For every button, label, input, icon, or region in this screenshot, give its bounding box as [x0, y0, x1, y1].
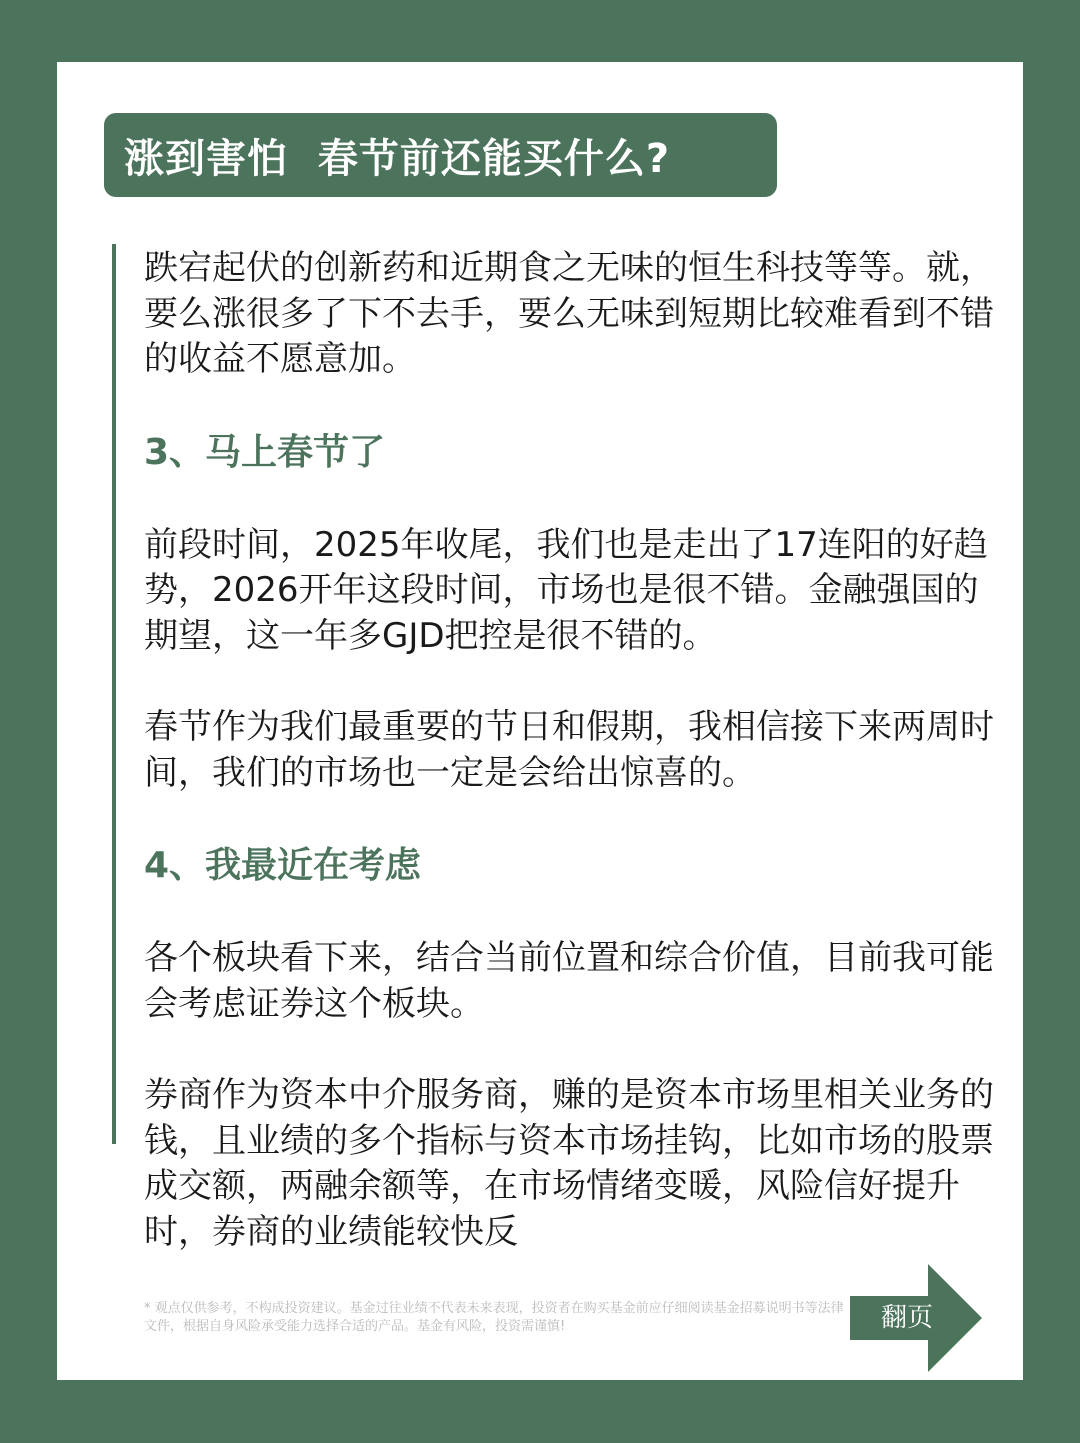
title-banner [104, 113, 777, 197]
content-card [57, 62, 1023, 1380]
accent-bar [112, 244, 116, 1144]
paragraph-market-trend: 前段时间，2025年收尾，我们也是走出了17连阳的好趋势，2026开年这段时间，市场也是很不错。金融强国的期望，这一年多GJD把控是很不错的。 [144, 524, 988, 656]
paragraph-intro: 跌宕起伏的创新药和近期食之无味的恒生科技等等。就，要么涨很多了下不去手，要么无味到短期比较难看到不错的收益不愿意加。 [144, 248, 994, 379]
article-body [144, 246, 1004, 1256]
section-heading-4: 4、我最近在考虑 [144, 845, 422, 886]
risk-disclaimer: * 观点仅供参考，不构成投资建议。基金过往业绩不代表未来表现，投资者在购买基金前应仔细阅读基金招募说明书等法律文件，根据自身风险承受能力选择合适的产品。基金有风险，投资需谨慎! [144, 1301, 844, 1334]
paragraph-sector-choice: 各个板块看下来，结合当前位置和综合价值，目前我可能会考虑证券这个板块。 [144, 938, 994, 1024]
section-heading-3: 3、马上春节了 [144, 431, 386, 473]
paragraph-spring-festival: 春节作为我们最重要的节日和假期，我相信接下来两周时间，我们的市场也一定是会给出惊喜的。 [144, 707, 994, 793]
paragraph-brokerage: 券商作为资本中介服务商，赚的是资本市场里相关业务的钱，且业绩的多个指标与资本市场挂钩，比如市场的股票成交额，两融余额等，在市场情绪变暖，风险信好提升时，券商的业绩能较快反 [144, 1075, 994, 1252]
page-title: 涨到害怕 春节前还能买什么? [124, 135, 671, 182]
next-page-label: 翻页 [880, 1303, 933, 1333]
next-page-button[interactable] [850, 1264, 982, 1372]
